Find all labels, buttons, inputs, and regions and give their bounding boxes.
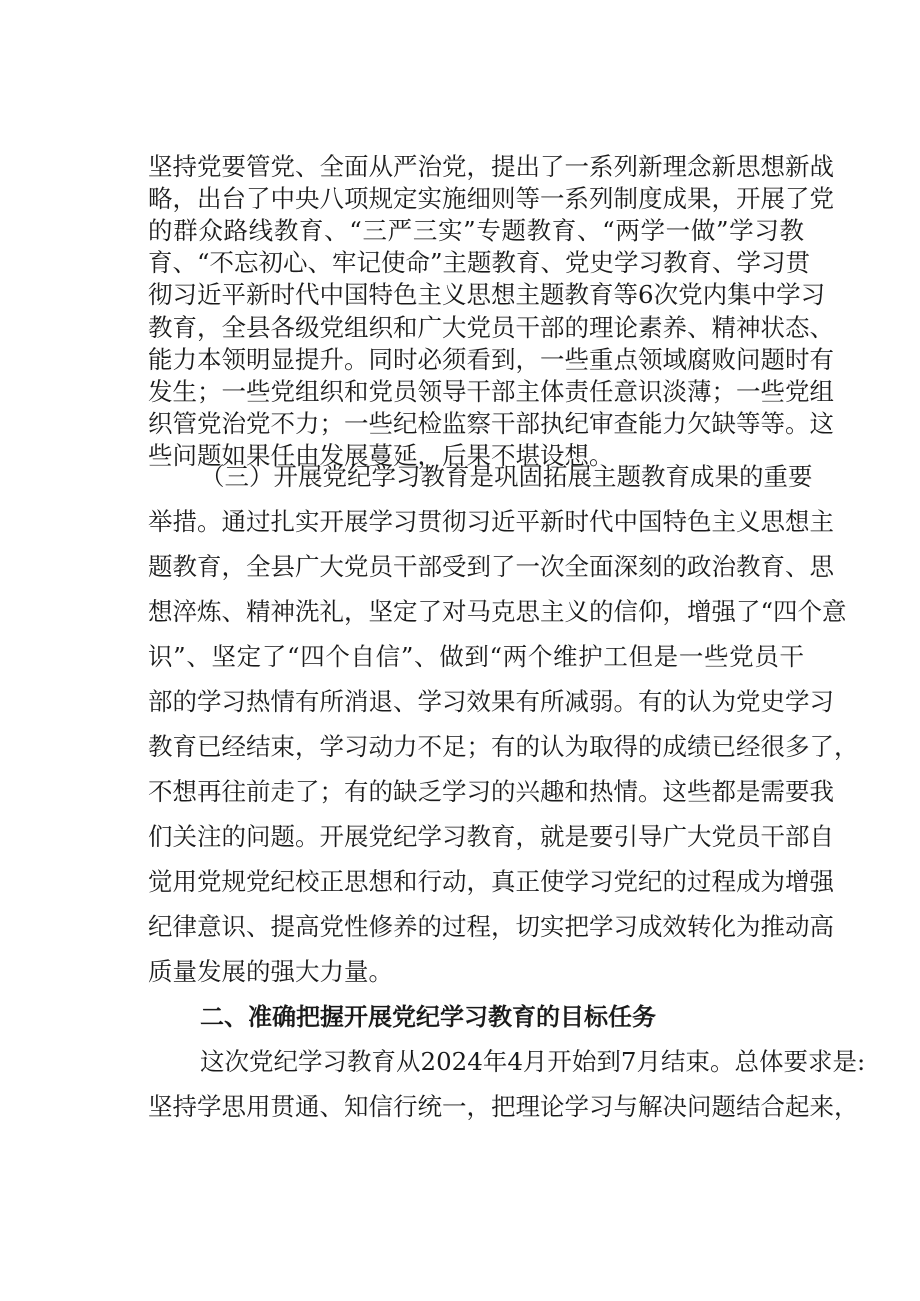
section-heading: 二、准确把握开展党纪学习教育的目标任务	[200, 1003, 656, 1031]
paragraph-1-line-6: 教育，全县各级党组织和广大党员干部的理论素养、精神状态、	[148, 313, 834, 342]
paragraph-2-line-8: 不想再往前走了；有的缺乏学习的兴趣和热情。这些都是需要我	[148, 777, 834, 806]
paragraph-3-line-1: 这次党纪学习教育从2024年4月开始到7月结束。总体要求是:	[200, 1047, 866, 1076]
paragraph-2-line-4: 想淬炼、精神洗礼，坚定了对马克思主义的信仰，增强了“四个意	[148, 597, 847, 626]
paragraph-2-line-3: 题教育，全县广大党员干部受到了一次全面深刻的政治教育、思	[148, 552, 834, 581]
paragraph-1-line-1: 坚持党要管党、全面从严治党，提出了一系列新理念新思想新战	[148, 152, 834, 181]
paragraph-2-line-9: 们关注的问题。开展党纪学习教育，就是要引导广大党员干部自	[148, 822, 834, 851]
paragraph-1-line-5: 彻习近平新时代中国特色主义思想主题教育等6次党内集中学习	[148, 280, 826, 309]
paragraph-2-line-7: 教育已经结束，学习动力不足；有的认为取得的成绩已经很多了，	[148, 732, 859, 761]
paragraph-1-line-2: 略，出台了中央八项规定实施细则等一系列制度成果，开展了党	[148, 184, 834, 213]
paragraph-3-line-2: 坚持学思用贯通、知信行统一，把理论学习与解决问题结合起来，	[148, 1092, 859, 1121]
paragraph-2-line-10: 觉用党规党纪校正思想和行动，真正使学习党纪的过程成为增强	[148, 867, 834, 896]
paragraph-2-line-1: （三）开展党纪学习教育是巩固拓展主题教育成果的重要	[200, 462, 813, 491]
paragraph-2-line-2: 举措。通过扎实开展学习贯彻习近平新时代中国特色主义思想主	[148, 507, 834, 536]
paragraph-1-line-7: 能力本领明显提升。同时必须看到，一些重点领域腐败问题时有	[148, 345, 834, 374]
paragraph-2-line-11: 纪律意识、提高党性修养的过程，切实把学习成效转化为推动高	[148, 912, 834, 941]
paragraph-2-line-12: 质量发展的强大力量。	[148, 957, 393, 986]
paragraph-2-line-5: 识”、坚定了“四个自信”、做到“两个维护工但是一些党员干	[148, 642, 804, 671]
paragraph-1-line-3: 的群众路线教育、“三严三实”专题教育、“两学一做”学习教	[148, 216, 804, 245]
paragraph-1-line-4: 育、“不忘初心、牢记使命”主题教育、党史学习教育、学习贯	[148, 248, 811, 277]
paragraph-2-line-6: 部的学习热情有所消退、学习效果有所减弱。有的认为党史学习	[148, 687, 834, 716]
paragraph-1-line-8: 发生；一些党组织和党员领导干部主体责任意识淡薄；一些党组	[148, 377, 834, 406]
paragraph-1-line-9: 织管党治党不力；一些纪检监察干部执纪审查能力欠缺等等。这	[148, 409, 834, 438]
paragraph-1-line-10: 些问题如果任由发展蔓延，后果不堪设想。	[148, 441, 614, 470]
